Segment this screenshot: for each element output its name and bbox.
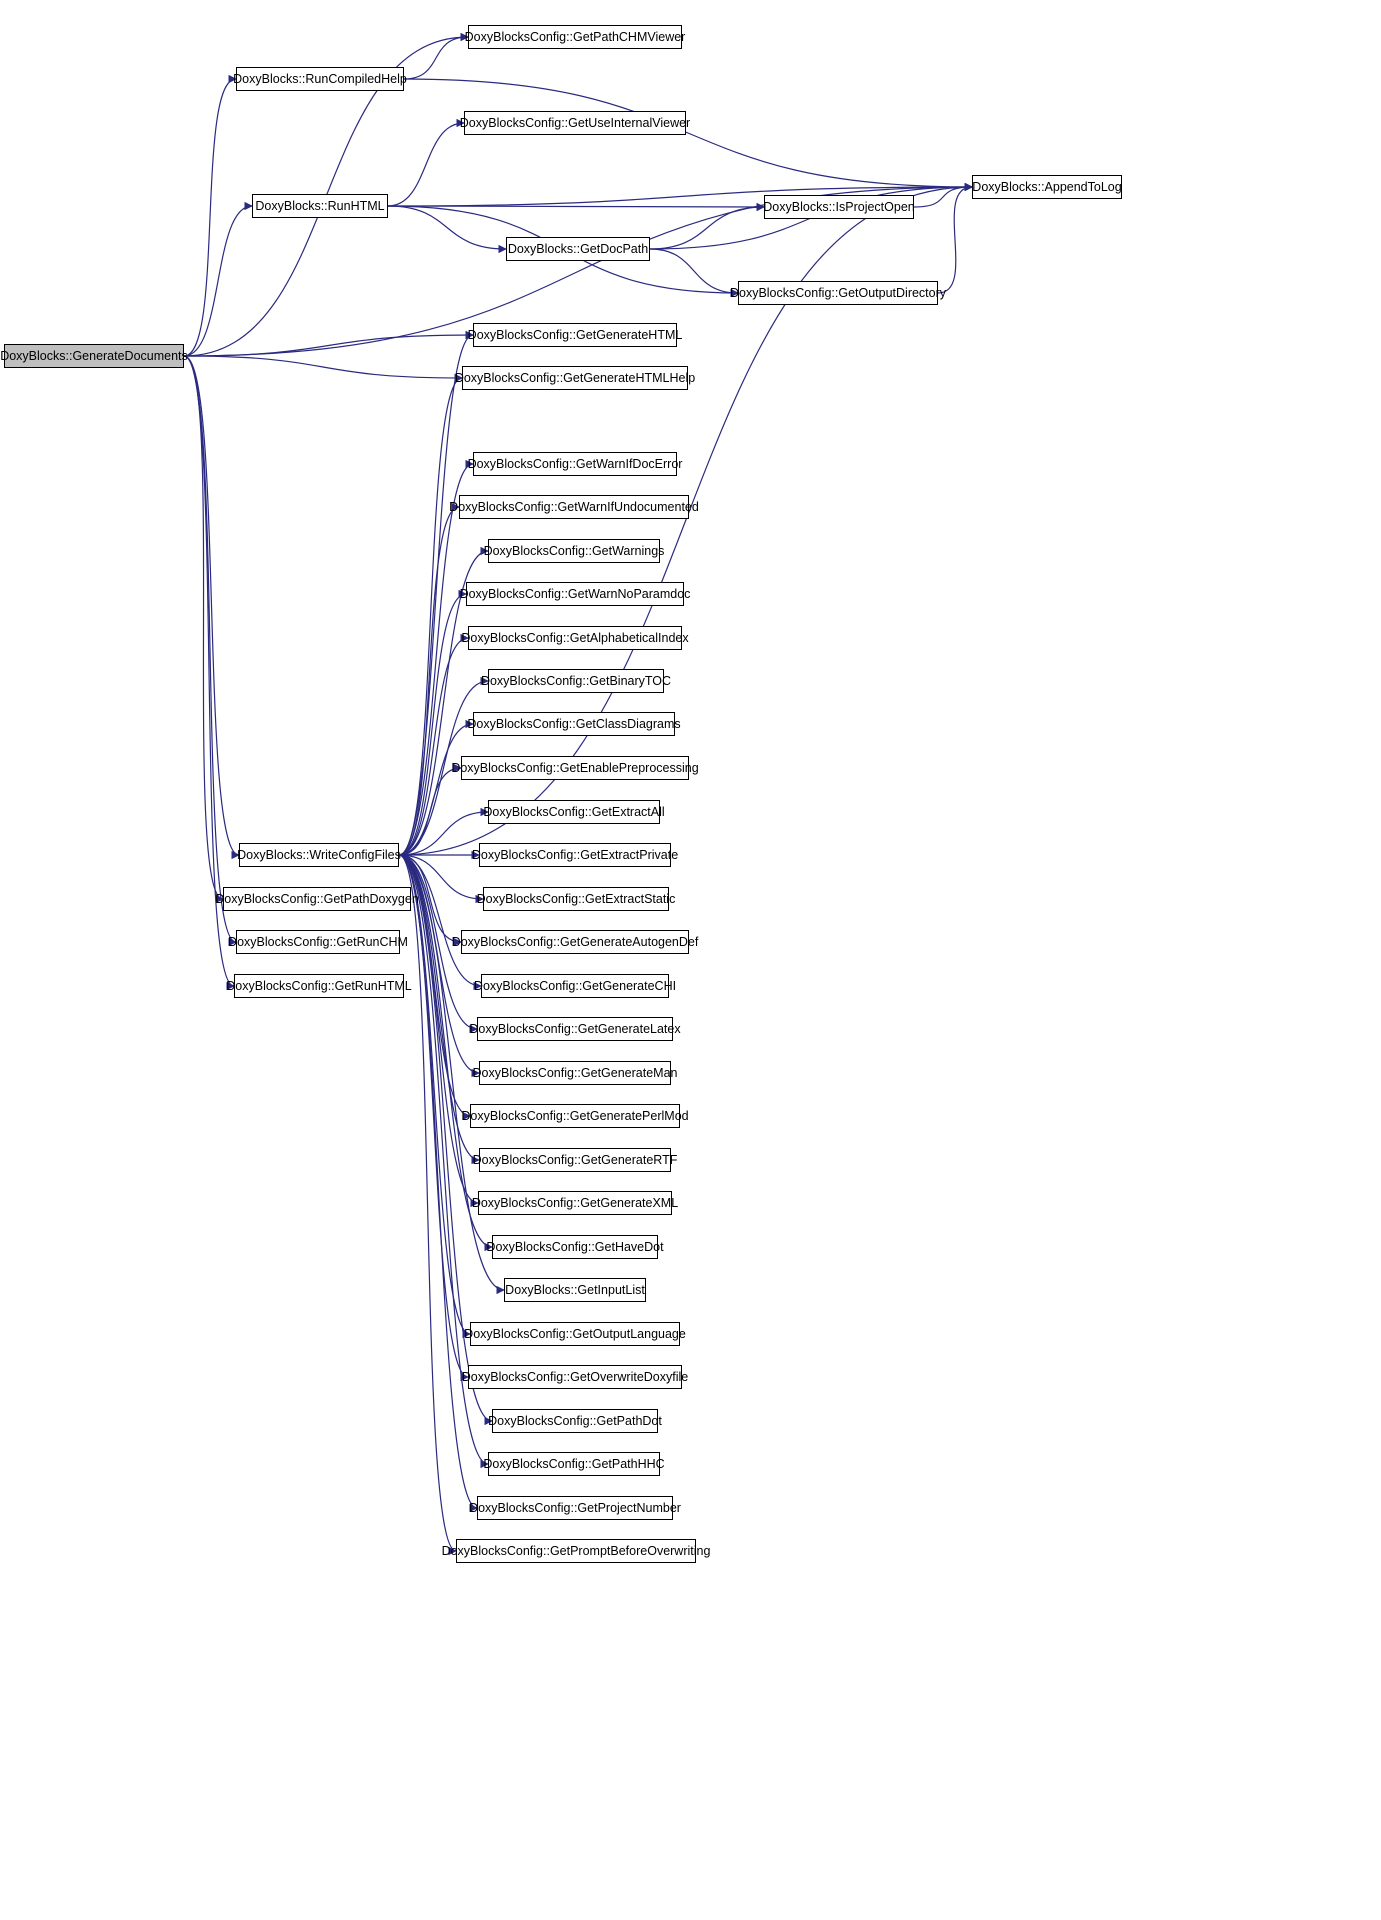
graph-node[interactable]: DoxyBlocksConfig::GetOutputDirectory <box>738 281 938 305</box>
graph-node[interactable]: DoxyBlocksConfig::GetWarnIfDocError <box>473 452 677 476</box>
graph-edge <box>938 187 972 293</box>
graph-node[interactable]: DoxyBlocks::GetInputList <box>504 1278 646 1302</box>
graph-edge <box>184 356 223 899</box>
graph-node[interactable]: DoxyBlocksConfig::GetPathDot <box>492 1409 658 1433</box>
graph-node[interactable]: DoxyBlocksConfig::GetPathDoxygen <box>223 887 411 911</box>
graph-node[interactable]: DoxyBlocks::GetDocPath <box>506 237 650 261</box>
graph-edge <box>184 206 252 356</box>
graph-node[interactable]: DoxyBlocksConfig::GetUseInternalViewer <box>464 111 686 135</box>
graph-node[interactable]: DoxyBlocksConfig::GetGeneratePerlMod <box>470 1104 680 1128</box>
graph-node[interactable]: DoxyBlocksConfig::GetRunCHM <box>236 930 400 954</box>
graph-node[interactable]: DoxyBlocksConfig::GetGenerateHTML <box>473 323 677 347</box>
graph-edge <box>184 79 236 356</box>
graph-node[interactable]: DoxyBlocksConfig::GetRunHTML <box>234 974 404 998</box>
graph-node[interactable]: DoxyBlocks::WriteConfigFiles <box>239 843 399 867</box>
graph-edge <box>650 249 738 293</box>
graph-node[interactable]: DoxyBlocksConfig::GetWarnNoParamdoc <box>466 582 684 606</box>
graph-node[interactable]: DoxyBlocksConfig::GetOverwriteDoxyfile <box>468 1365 682 1389</box>
graph-node[interactable]: DoxyBlocksConfig::GetGenerateXML <box>478 1191 672 1215</box>
graph-edge <box>399 638 468 855</box>
graph-edge <box>388 206 506 249</box>
graph-node[interactable]: DoxyBlocksConfig::GetExtractAll <box>488 800 660 824</box>
graph-node[interactable]: DoxyBlocks::RunCompiledHelp <box>236 67 404 91</box>
graph-node[interactable]: DoxyBlocksConfig::GetProjectNumber <box>477 1496 673 1520</box>
graph-node[interactable]: DoxyBlocksConfig::GetExtractPrivate <box>479 843 671 867</box>
graph-node[interactable]: DoxyBlocksConfig::GetExtractStatic <box>483 887 669 911</box>
graph-node[interactable]: DoxyBlocksConfig::GetWarnIfUndocumented <box>459 495 689 519</box>
graph-node[interactable]: DoxyBlocksConfig::GetPromptBeforeOverwriting <box>456 1539 696 1563</box>
graph-node[interactable]: DoxyBlocksConfig::GetOutputLanguage <box>470 1322 680 1346</box>
graph-node[interactable]: DoxyBlocksConfig::GetEnablePreprocessing <box>461 756 689 780</box>
graph-node[interactable]: DoxyBlocksConfig::GetGenerateRTF <box>479 1148 671 1172</box>
graph-node[interactable]: DoxyBlocksConfig::GetAlphabeticalIndex <box>468 626 682 650</box>
graph-node[interactable]: DoxyBlocks::IsProjectOpen <box>764 195 914 219</box>
graph-node[interactable]: DoxyBlocks::RunHTML <box>252 194 388 218</box>
graph-edge <box>184 356 236 942</box>
graph-edge <box>184 356 462 378</box>
graph-edge <box>399 768 461 855</box>
graph-edge <box>388 123 464 206</box>
graph-edge <box>404 37 468 79</box>
graph-node[interactable]: DoxyBlocksConfig::GetHaveDot <box>492 1235 658 1259</box>
graph-node[interactable]: DoxyBlocksConfig::GetGenerateAutogenDef <box>461 930 689 954</box>
graph-edge <box>650 207 764 249</box>
graph-edge <box>399 855 479 1073</box>
graph-node[interactable]: DoxyBlocksConfig::GetClassDiagrams <box>473 712 675 736</box>
graph-node[interactable]: DoxyBlocksConfig::GetGenerateLatex <box>477 1017 673 1041</box>
graph-edge <box>399 378 462 855</box>
graph-node[interactable]: DoxyBlocksConfig::GetGenerateMan <box>479 1061 671 1085</box>
graph-edge <box>399 507 459 855</box>
graph-node[interactable]: DoxyBlocks::AppendToLog <box>972 175 1122 199</box>
graph-node[interactable]: DoxyBlocksConfig::GetPathCHMViewer <box>468 25 682 49</box>
graph-node[interactable]: DoxyBlocks::GenerateDocuments <box>4 344 184 368</box>
graph-node[interactable]: DoxyBlocksConfig::GetGenerateCHI <box>481 974 669 998</box>
graph-node[interactable]: DoxyBlocksConfig::GetGenerateHTMLHelp <box>462 366 688 390</box>
graph-node[interactable]: DoxyBlocksConfig::GetWarnings <box>488 539 660 563</box>
graph-node[interactable]: DoxyBlocksConfig::GetPathHHC <box>488 1452 660 1476</box>
graph-node[interactable]: DoxyBlocksConfig::GetBinaryTOC <box>488 669 664 693</box>
